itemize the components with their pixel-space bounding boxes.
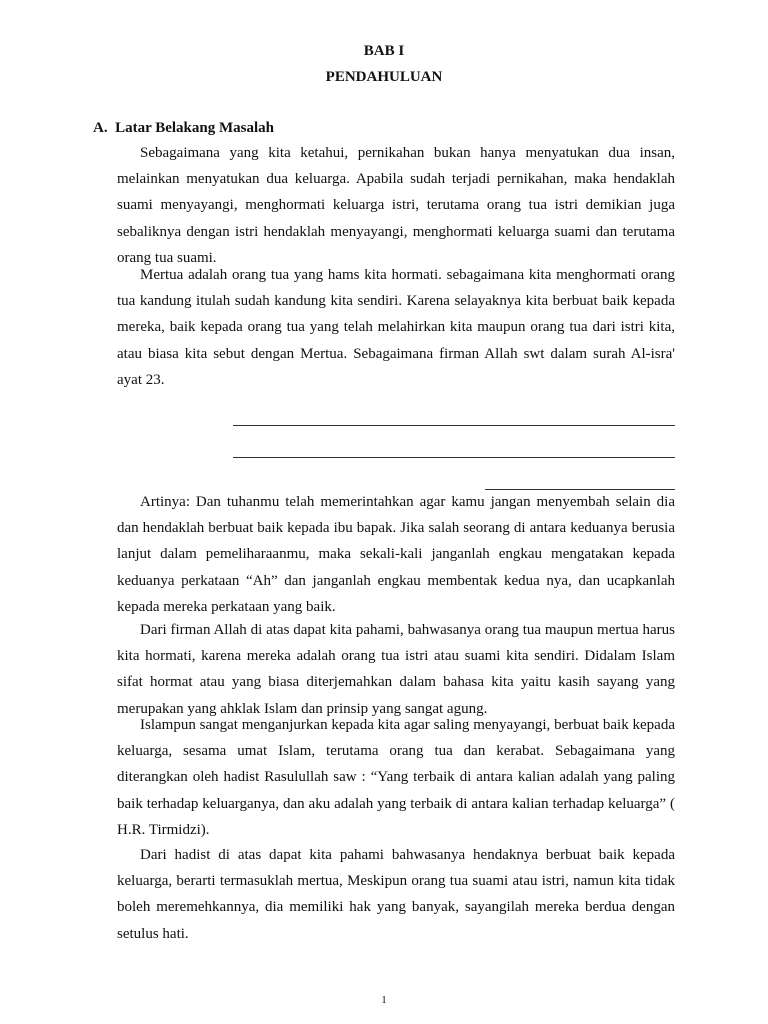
paragraph-4-block <box>117 617 675 722</box>
paragraph-6-block <box>117 842 675 947</box>
section-heading: A. Latar Belakang Masalah <box>93 120 274 136</box>
arabic-verse-image <box>233 395 675 495</box>
paragraph-5-block <box>117 712 675 843</box>
arabic-verse-line <box>233 429 675 458</box>
paragraph-2-block <box>117 262 675 393</box>
paragraph-1-block <box>117 140 675 271</box>
paragraph-3-block <box>117 489 675 620</box>
paragraph: Dari firman Allah di atas dapat kita pahami, bahwasanya orang tua maupun mertua harus kita hormati, karena mereka adalah orang tua istri atau suami kita sendiri. Didalam Islam sifat hormat atau yang biasa diterjemahkan dalam bahasa kita yaitu kasih sayang yang merupakan yang ahklak Islam dan prinsip yang sangat agung. <box>117 622 675 717</box>
paragraph: Sebagaimana yang kita ketahui, pernikahan bukan hanya menyatukan dua insan, melainkan menyatukan dua keluarga. Apabila sudah terjadi pernikahan, maka hendaklah suami menyayangi, menghormati keluarga istri, terutama orang tua istri demikian juga sebaliknya dengan istri hendaklah menyayangi, menghormati keluarga suami dan terutama orang tua suami. <box>117 145 675 266</box>
paragraph: Mertua adalah orang tua yang hams kita hormati. sebagaimana kita menghormati orang tua kandung itulah sudah kandung kita sendiri. Karena selayaknya kita berbuat baik kepada mereka, baik kepada orang tua yang telah melahirkan kita maupun orang tua dari istri kita, atau biasa kita sebut dengan Mertua. Sebagaimana firman Allah swt dalam surah Al-isra' ayat 23. <box>117 267 675 388</box>
paragraph: Artinya: Dan tuhanmu telah memerintahkan agar kamu jangan menyembah selain dia dan hendaklah berbuat baik kepada ibu bapak. Jika salah seorang di antara keduanya berusia lanjut dalam pemeliharaanmu, maka sekali-kali janganlah engkau mengatakan kepada keduanya perkataan “Ah” dan janganlah engkau membentak kedua nya, dan ucapkanlah kepada mereka perkataan yang baik. <box>117 494 675 615</box>
page-number: 1 <box>381 994 387 1006</box>
arabic-verse-line <box>233 397 675 426</box>
paragraph: Dari hadist di atas dapat kita pahami bahwasanya hendaknya berbuat baik kepada keluarga, berarti termasuklah mertua, Meskipun orang tua suami atau istri, namun kita tidak boleh meremehkannya, dia memiliki hak yang banyak, sayangilah mereka berdua dengan setulus hati. <box>117 847 675 942</box>
chapter-label: BAB I <box>363 43 405 59</box>
chapter-title: PENDAHULUAN <box>325 69 443 85</box>
arabic-verse-line <box>485 461 675 490</box>
paragraph: Islampun sangat menganjurkan kepada kita agar saling menyayangi, berbuat baik kepada keluarga, sesama umat Islam, terutama orang tua dan kerabat. Sebagaimana yang diterangkan oleh hadist Rasulullah saw : “Yang terbaik di antara kalian adalah yang paling baik terhadap keluarganya, dan aku adalah yang terbaik di antara kalian terhadap keluarga” ( H.R. Tirmidzi). <box>117 717 675 838</box>
